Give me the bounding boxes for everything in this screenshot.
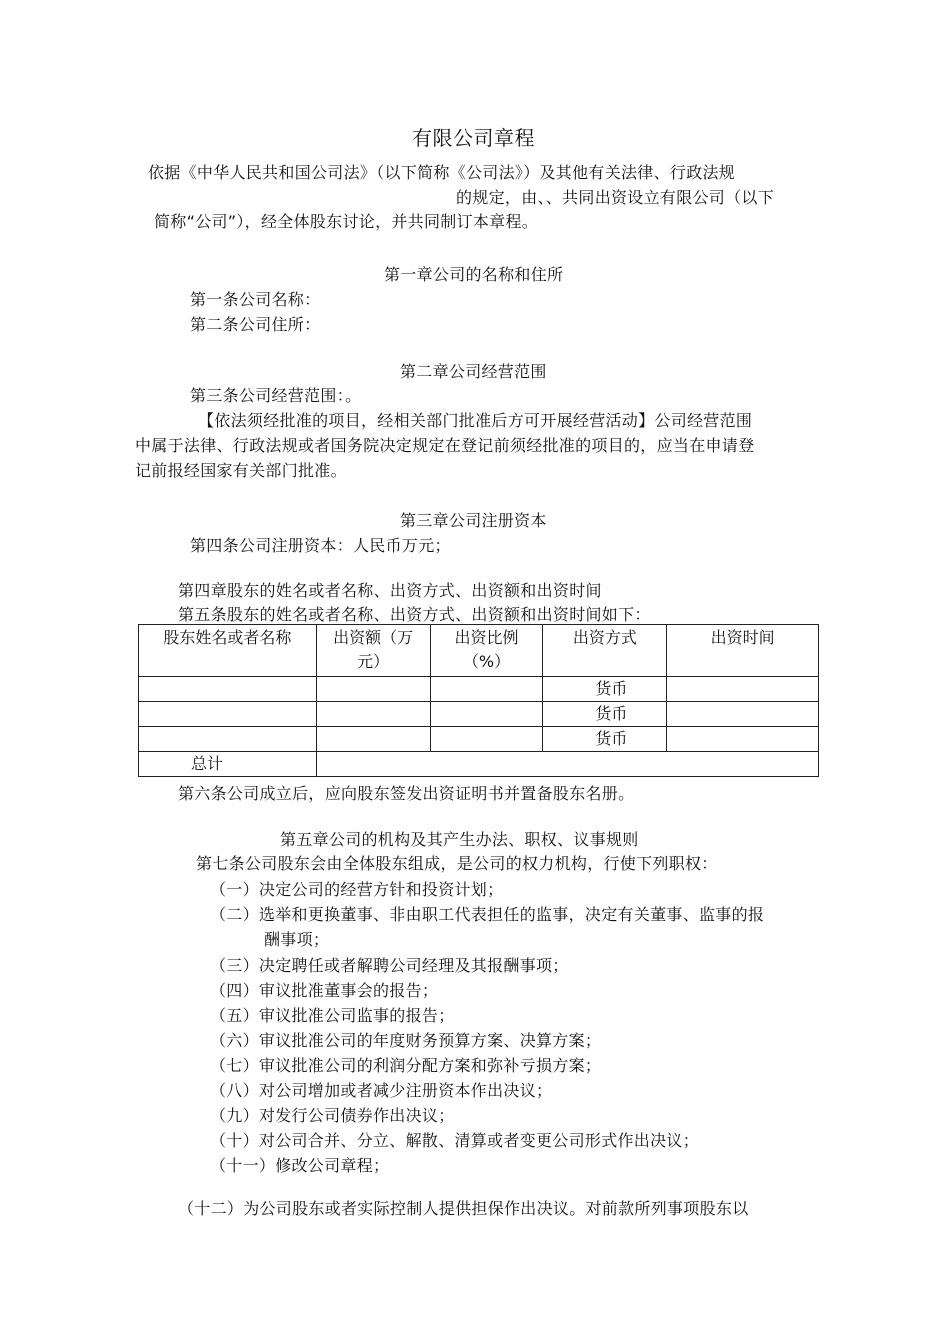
- chapter-5-heading: 第五章公司的机构及其产生办法、职权、议事规则: [280, 830, 639, 849]
- article-6: 第六条公司成立后，应向股东签发出资证明书并置备股东名册。: [178, 784, 635, 803]
- chapter-1-heading: 第一章公司的名称和住所: [384, 265, 564, 284]
- chapter-4-heading: 第四章股东的姓名或者名称、出资方式、出资额和出资时间: [178, 581, 602, 600]
- list-item: （四）审议批准董事会的报告；: [210, 981, 439, 1000]
- table-cell: [139, 727, 317, 752]
- col-header-time: 出资时间: [667, 625, 819, 677]
- table-cell: [316, 727, 430, 752]
- list-item: 酬事项；: [264, 930, 330, 949]
- article-2: 第二条公司住所：: [190, 315, 321, 334]
- article-3: 第三条公司经营范围：。: [190, 386, 362, 405]
- table-row: [139, 702, 819, 727]
- table-cell: [139, 677, 317, 702]
- table-cell: [667, 702, 819, 727]
- total-label: 总计: [139, 752, 317, 777]
- scope-note-line-2: 中属于法律、行政法规或者国务院决定规定在登记前须经批准的项目的，应当在申请登: [135, 436, 755, 455]
- table-cell: [139, 702, 317, 727]
- table-cell: [430, 677, 543, 702]
- list-item: （十）对公司合并、分立、解散、清算或者变更公司形式作出决议；: [210, 1131, 700, 1150]
- table-cell: [430, 727, 543, 752]
- chapter-3-heading: 第三章公司注册资本: [400, 511, 547, 530]
- table-row: [139, 727, 819, 752]
- article-4: 第四条公司注册资本：人民币万元；: [190, 536, 451, 555]
- preamble-line-3: 简称“公司”），经全体股东讨论，并共同制订本章程。: [154, 212, 539, 231]
- table-cell: [430, 702, 543, 727]
- list-item: （十一）修改公司章程；: [210, 1156, 390, 1175]
- list-item: （三）决定聘任或者解聘公司经理及其报酬事项；: [210, 956, 569, 975]
- col-header-ratio: 出资比例 （%）: [430, 625, 543, 677]
- list-item: （十二）为公司股东或者实际控制人提供担保作出决议。对前款所列事项股东以: [178, 1199, 749, 1218]
- table-cell: 货币: [543, 677, 667, 702]
- list-item: （七）审议批准公司的利润分配方案和弥补亏损方案；: [210, 1056, 602, 1075]
- list-item: （九）对发行公司债券作出决议；: [210, 1106, 455, 1125]
- table-header-row: [139, 625, 819, 677]
- table-cell: [316, 752, 818, 777]
- list-item: （二）选举和更换董事、非由职工代表担任的监事，决定有关董事、监事的报: [210, 905, 765, 924]
- list-item: （六）审议批准公司的年度财务预算方案、决算方案；: [210, 1031, 602, 1050]
- list-item: （五）审议批准公司监事的报告；: [210, 1006, 455, 1025]
- table-cell: [667, 727, 819, 752]
- table-row: [139, 677, 819, 702]
- preamble-line-2: 的规定，由、、共同出资设立有限公司（以下: [456, 188, 775, 207]
- list-item: （一）决定公司的经营方针和投资计划；: [210, 880, 504, 899]
- col-header-method: 出资方式: [543, 625, 667, 677]
- table-total-row: [139, 752, 819, 777]
- page-title: 有限公司章程: [412, 126, 535, 150]
- table-cell: 货币: [543, 727, 667, 752]
- article-7: 第七条公司股东会由全体股东组成，是公司的权力机构，行使下列职权：: [196, 854, 718, 873]
- scope-note-line-3: 记前报经国家有关部门批准。: [135, 461, 347, 480]
- table-cell: [667, 677, 819, 702]
- table-cell: [316, 702, 430, 727]
- col-header-shareholder: 股东姓名或者名称: [139, 625, 317, 677]
- list-item: （八）对公司增加或者减少注册资本作出决议；: [210, 1081, 553, 1100]
- scope-note-line-1: 【依法须经批准的项目，经相关部门批准后方可开展经营活动】公司经营范围: [198, 411, 753, 430]
- chapter-2-heading: 第二章公司经营范围: [400, 362, 547, 381]
- table-cell: 货币: [543, 702, 667, 727]
- col-header-amount: 出资额（万 元）: [316, 625, 430, 677]
- table-cell: [316, 677, 430, 702]
- article-5: 第五条股东的姓名或者名称、出资方式、出资额和出资时间如下：: [178, 605, 651, 624]
- preamble-line-1: 依据《中华人民共和国公司法》（以下简称《公司法》）及其他有关法律、行政法规: [148, 163, 736, 182]
- shareholder-contribution-table: [138, 624, 819, 777]
- article-1: 第一条公司名称：: [190, 290, 321, 309]
